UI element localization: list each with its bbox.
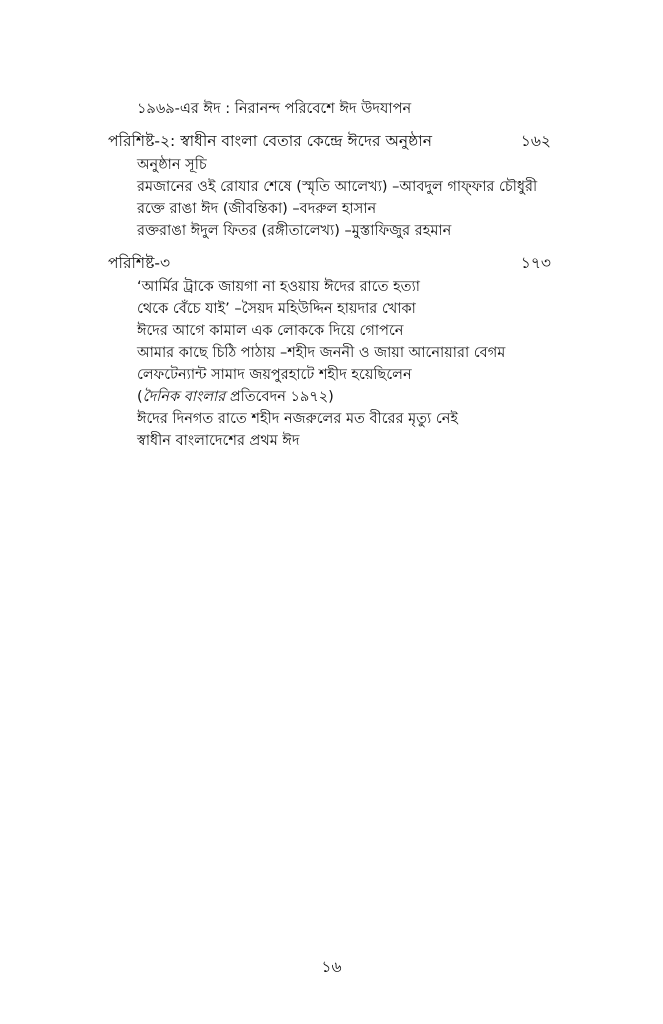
toc-entry: ‘আর্মির ট্রাকে জায়গা না হওয়ায় ঈদের রাতে হত্যা (137, 279, 420, 295)
appendix-3-page-number: ১৭৩ (520, 254, 551, 272)
toc-entry: থেকে বেঁচে যাই’ –সৈয়দ মহিউদ্দিন হায়দার খোকা (137, 301, 416, 317)
toc-entry: ঈদের আগে কামাল এক লোককে দিয়ে গোপনে (137, 323, 404, 339)
toc-entry: স্বাধীন বাংলাদেশের প্রথম ঈদ (137, 433, 300, 449)
toc-entry: ঈদের দিনগত রাতে শহীদ নজরুলের মত বীরের মৃত্যু নেই (137, 411, 458, 427)
appendix-2-title: পরিশিষ্ট-২: স্বাধীন বাংলা বেতার কেন্দ্রে ঈদের অনুষ্ঠান (108, 132, 432, 150)
toc-entry-report (137, 387, 334, 407)
toc-entry: রক্তরাঙা ঈদুল ফিতর (রঙ্গীতালেখ্য) –মুস্তাফিজুর রহমান (137, 223, 452, 239)
toc-entry: আমার কাছে চিঠি পাঠায় –শহীদ জননী ও জায়া আনোয়ারা বেগম (137, 345, 506, 361)
page-number: ১৬ (321, 958, 342, 976)
appendix-2-page-number: ১৬২ (520, 132, 551, 150)
newspaper-name: দৈনিক বাংলার (142, 389, 226, 405)
report-rest: প্রতিবেদন ১৯৭২) (225, 389, 334, 405)
toc-entry: রক্তে রাঙা ঈদ (জীবন্তিকা) –বদরুল হাসান (137, 201, 377, 217)
appendix-3-title: পরিশিষ্ট-৩ (108, 254, 171, 272)
toc-entry: অনুষ্ঠান সূচি (137, 157, 207, 173)
toc-entry: লেফটেন্যান্ট সামাদ জয়পুরহাটে শহীদ হয়েছিলেন (137, 367, 412, 383)
toc-entry: ১৯৬৯-এর ঈদ : নিরানন্দ পরিবেশে ঈদ উদযাপন (137, 101, 412, 117)
report-open-paren: ( (137, 389, 143, 405)
toc-entry: রমজানের ওই রোযার শেষে (স্মৃতি আলেখ্য) –আবদুল গাফ্ফার চৌধুরী (137, 179, 538, 195)
